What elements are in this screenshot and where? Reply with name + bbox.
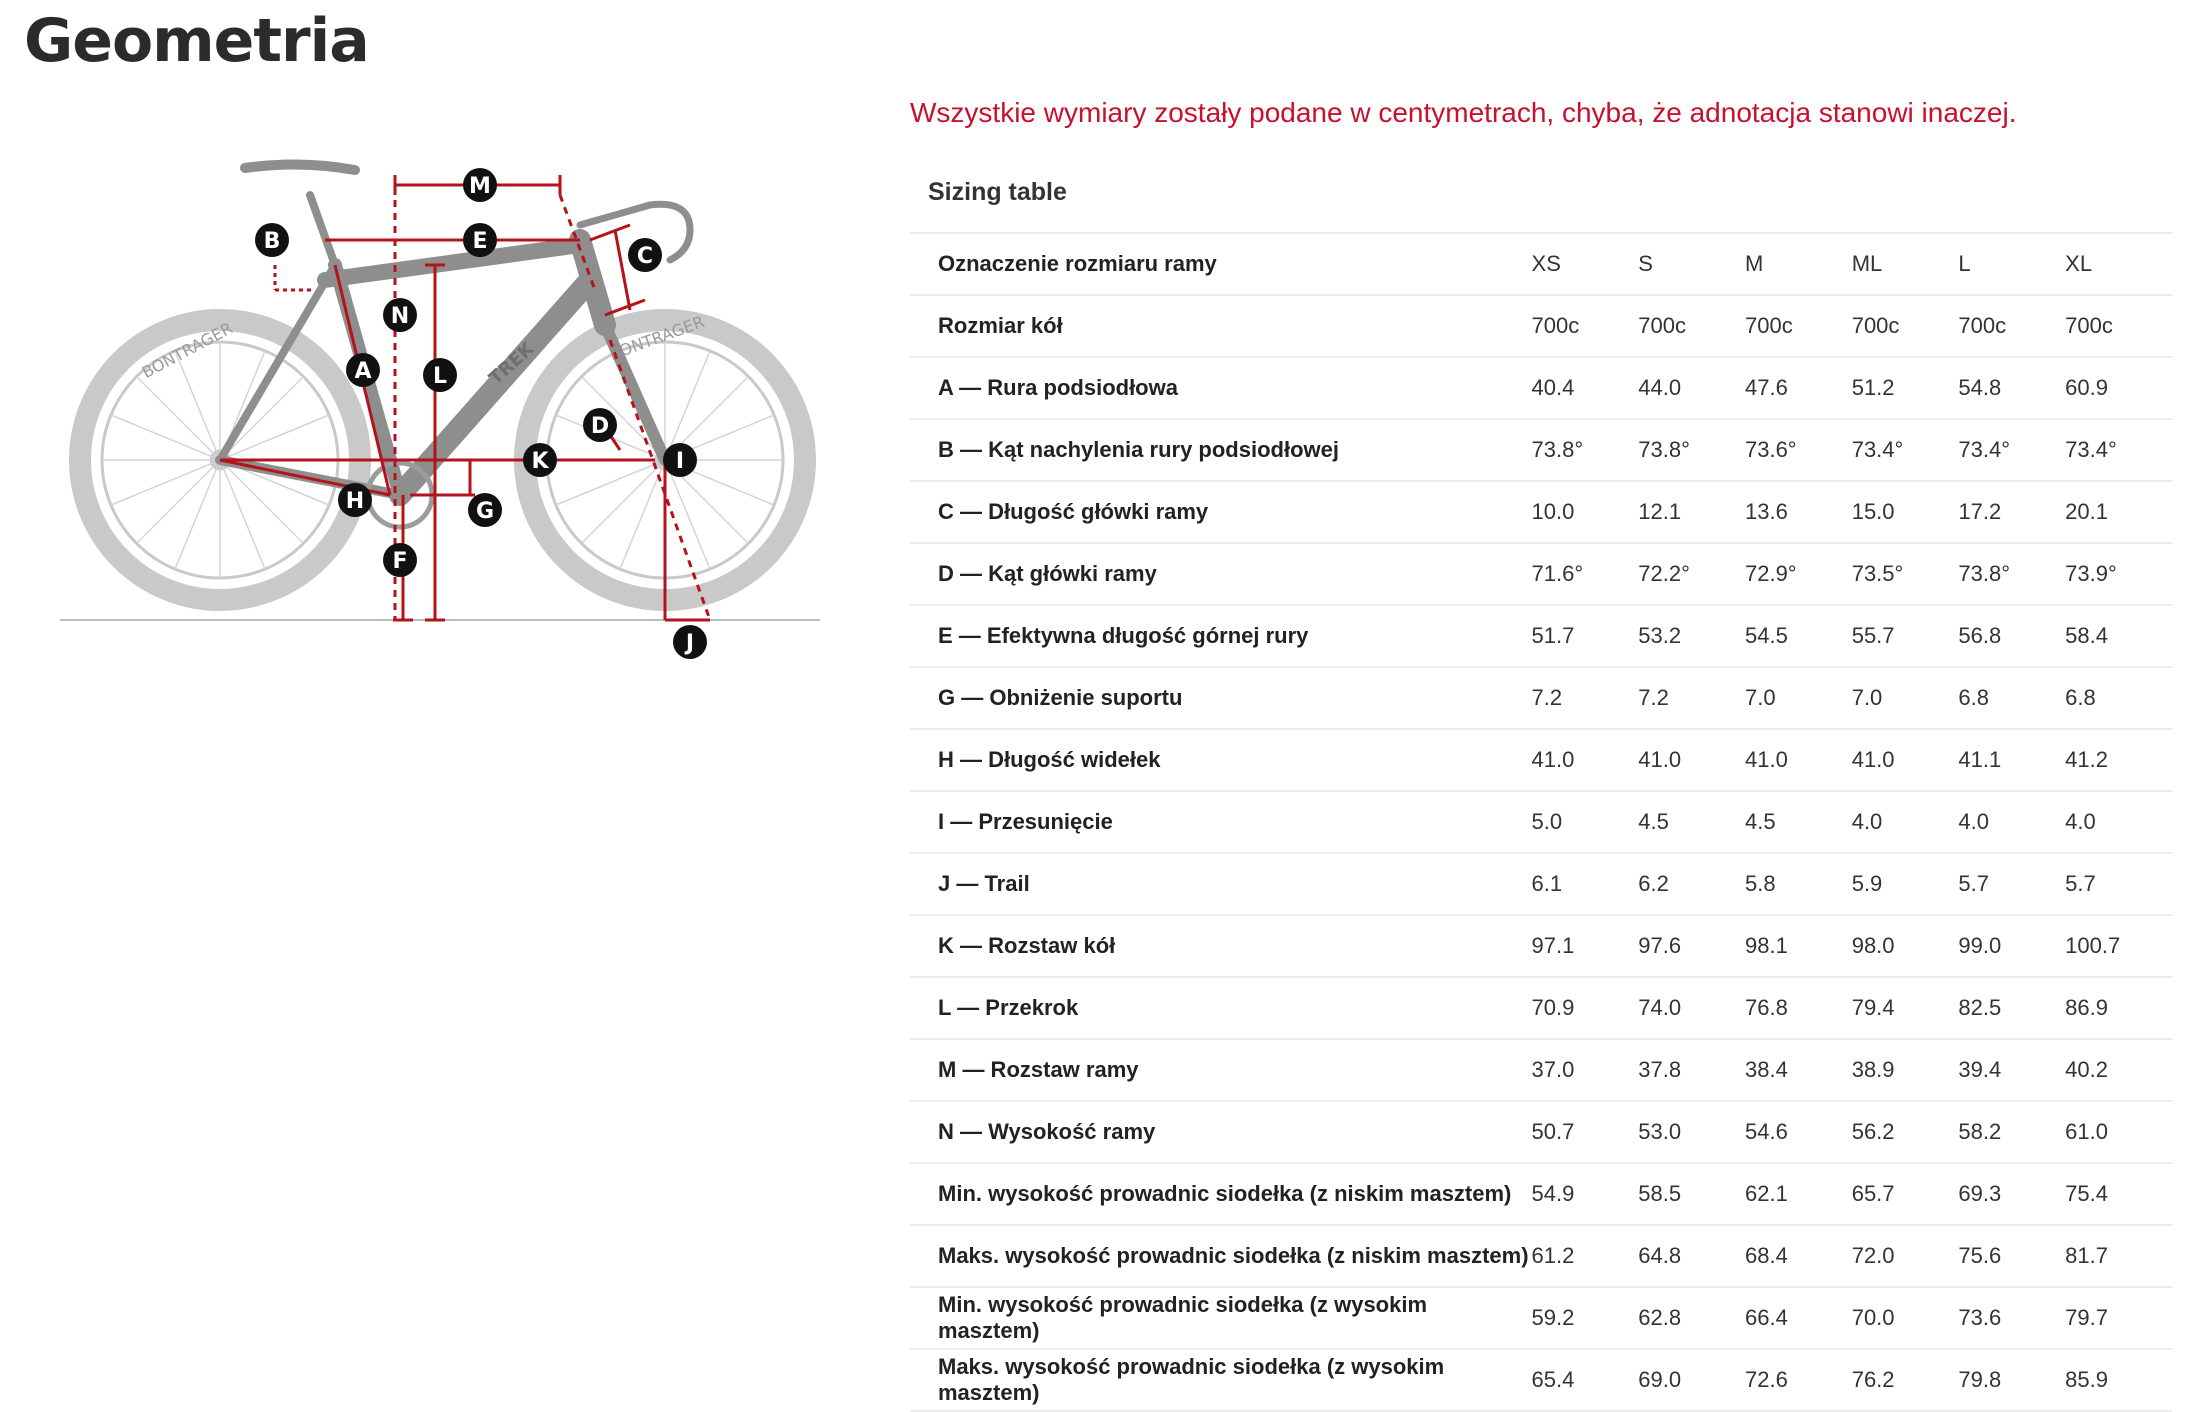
row-value: 73.9° (2065, 543, 2172, 605)
row-value: 79.7 (2065, 1287, 2172, 1349)
size-xs-header: XS (1532, 233, 1639, 295)
svg-text:N: N (390, 304, 410, 329)
row-value: 76.2 (1852, 1349, 1959, 1411)
row-value: 4.0 (1958, 791, 2065, 853)
row-value: 55.7 (1852, 605, 1959, 667)
row-value: 70.9 (1532, 977, 1639, 1039)
row-value: 76.8 (1745, 977, 1852, 1039)
row-label: Min. wysokość prowadnic siodełka (z wysokim masztem) (910, 1287, 1532, 1349)
row-value: 6.2 (1638, 853, 1745, 915)
row-value: 73.8° (1958, 543, 2065, 605)
row-value: 51.2 (1852, 357, 1959, 419)
table-row (910, 605, 2172, 667)
row-value: 85.9 (2065, 1349, 2172, 1411)
label-c (628, 238, 662, 272)
row-value: 41.1 (1958, 729, 2065, 791)
row-value: 4.5 (1638, 791, 1745, 853)
label-m (463, 168, 497, 202)
row-value: 74.0 (1638, 977, 1745, 1039)
row-value: 61.0 (2065, 1101, 2172, 1163)
size-ml-header: ML (1852, 233, 1959, 295)
row-value: 54.8 (1958, 357, 2065, 419)
label-l (423, 358, 457, 392)
row-label: K — Rozstaw kół (910, 915, 1532, 977)
svg-text:F: F (392, 549, 408, 574)
row-value: 5.0 (1532, 791, 1639, 853)
row-value: 12.1 (1638, 481, 1745, 543)
row-value: 37.0 (1532, 1039, 1639, 1101)
label-i (663, 443, 697, 477)
label-e (463, 223, 497, 257)
label-f (383, 543, 417, 577)
row-value: 17.2 (1958, 481, 2065, 543)
row-label: N — Wysokość ramy (910, 1101, 1532, 1163)
row-value: 81.7 (2065, 1225, 2172, 1287)
row-value: 72.0 (1852, 1225, 1959, 1287)
row-value: 54.5 (1745, 605, 1852, 667)
row-value: 56.8 (1958, 605, 2065, 667)
row-value: 98.0 (1852, 915, 1959, 977)
table-row (910, 1225, 2172, 1287)
row-value: 41.0 (1532, 729, 1639, 791)
row-value: 71.6° (1532, 543, 1639, 605)
table-row (910, 1349, 2172, 1411)
label-a (346, 353, 380, 387)
row-value: 39.4 (1958, 1039, 2065, 1101)
row-value: 7.0 (1745, 667, 1852, 729)
row-value: 73.5° (1852, 543, 1959, 605)
table-row (910, 977, 2172, 1039)
row-value: 75.4 (2065, 1163, 2172, 1225)
table-row (910, 853, 2172, 915)
row-value: 4.5 (1745, 791, 1852, 853)
row-value: 4.0 (1852, 791, 1959, 853)
label-d (583, 408, 617, 442)
row-value: 86.9 (2065, 977, 2172, 1039)
row-value: 41.0 (1852, 729, 1959, 791)
row-value: 62.8 (1638, 1287, 1745, 1349)
row-value: 37.8 (1638, 1039, 1745, 1101)
row-label: H — Długość widełek (910, 729, 1532, 791)
row-value: 65.7 (1852, 1163, 1959, 1225)
units-notice: Wszystkie wymiary zostały podane w centymetrach, chyba, że adnotacja stanowi inaczej. (910, 97, 2017, 128)
table-row (910, 1287, 2172, 1349)
row-value: 64.8 (1638, 1225, 1745, 1287)
row-value: 73.4° (2065, 419, 2172, 481)
row-value: 38.4 (1745, 1039, 1852, 1101)
row-value: 69.0 (1638, 1349, 1745, 1411)
row-value: 60.9 (2065, 357, 2172, 419)
page-title: Geometria (24, 6, 369, 76)
svg-text:D: D (590, 414, 610, 439)
svg-text:K: K (531, 449, 549, 474)
svg-text:G: G (475, 499, 495, 524)
table-header-row (910, 233, 2172, 295)
row-label: Min. wysokość prowadnic siodełka (z niskim masztem) (910, 1163, 1532, 1225)
table-row (910, 729, 2172, 791)
row-value: 20.1 (2065, 481, 2172, 543)
svg-text:C: C (636, 244, 654, 269)
row-value: 100.7 (2065, 915, 2172, 977)
row-value: 7.2 (1532, 667, 1639, 729)
row-value: 54.6 (1745, 1101, 1852, 1163)
row-value: 69.3 (1958, 1163, 2065, 1225)
row-value: 5.7 (1958, 853, 2065, 915)
row-value: 10.0 (1532, 481, 1639, 543)
table-row (910, 1101, 2172, 1163)
size-l-header: L (1958, 233, 2065, 295)
bike-geometry-diagram (50, 150, 830, 670)
row-value: 15.0 (1852, 481, 1959, 543)
row-value: 7.0 (1852, 667, 1959, 729)
row-label: Maks. wysokość prowadnic siodełka (z wysokim masztem) (910, 1349, 1532, 1411)
svg-text:B: B (263, 229, 281, 254)
row-label: Rozmiar kół (910, 295, 1532, 357)
row-value: 72.2° (1638, 543, 1745, 605)
row-value: 7.2 (1638, 667, 1745, 729)
sizing-table (910, 232, 2172, 1412)
size-xl-header: XL (2065, 233, 2172, 295)
row-value: 700c (1958, 295, 2065, 357)
row-label: M — Rozstaw ramy (910, 1039, 1532, 1101)
row-value: 41.2 (2065, 729, 2172, 791)
table-row (910, 1039, 2172, 1101)
row-label: I — Przesunięcie (910, 791, 1532, 853)
label-j (673, 625, 707, 659)
row-label: E — Efektywna długość górnej rury (910, 605, 1532, 667)
row-value: 47.6 (1745, 357, 1852, 419)
table-row (910, 419, 2172, 481)
row-value: 53.0 (1638, 1101, 1745, 1163)
row-value: 65.4 (1532, 1349, 1639, 1411)
row-value: 73.4° (1852, 419, 1959, 481)
row-value: 56.2 (1852, 1101, 1959, 1163)
row-value: 73.8° (1532, 419, 1639, 481)
row-value: 13.6 (1745, 481, 1852, 543)
row-value: 59.2 (1532, 1287, 1639, 1349)
row-value: 51.7 (1532, 605, 1639, 667)
row-value: 58.2 (1958, 1101, 2065, 1163)
table-row (910, 791, 2172, 853)
row-value: 41.0 (1745, 729, 1852, 791)
row-value: 6.1 (1532, 853, 1639, 915)
row-value: 5.8 (1745, 853, 1852, 915)
svg-text:A: A (354, 359, 372, 384)
row-label: Maks. wysokość prowadnic siodełka (z niskim masztem) (910, 1225, 1532, 1287)
row-value: 97.6 (1638, 915, 1745, 977)
row-value: 5.7 (2065, 853, 2172, 915)
row-value: 72.9° (1745, 543, 1852, 605)
row-value: 38.9 (1852, 1039, 1959, 1101)
front-tire-brand: BONTRAGER (606, 312, 707, 365)
row-label: L — Przekrok (910, 977, 1532, 1039)
row-value: 70.0 (1852, 1287, 1959, 1349)
row-value: 66.4 (1745, 1287, 1852, 1349)
header-label: Oznaczenie rozmiaru ramy (910, 233, 1532, 295)
row-value: 6.8 (1958, 667, 2065, 729)
row-value: 700c (1852, 295, 1959, 357)
row-value: 62.1 (1745, 1163, 1852, 1225)
row-value: 58.5 (1638, 1163, 1745, 1225)
row-value: 73.6 (1958, 1287, 2065, 1349)
table-row (910, 915, 2172, 977)
row-value: 40.2 (2065, 1039, 2172, 1101)
row-value: 98.1 (1745, 915, 1852, 977)
size-s-header: S (1638, 233, 1745, 295)
row-value: 5.9 (1852, 853, 1959, 915)
row-label: B — Kąt nachylenia rury podsiodłowej (910, 419, 1532, 481)
svg-text:L: L (432, 364, 448, 389)
row-value: 99.0 (1958, 915, 2065, 977)
row-value: 79.4 (1852, 977, 1959, 1039)
row-label: D — Kąt główki ramy (910, 543, 1532, 605)
size-m-header: M (1745, 233, 1852, 295)
row-value: 700c (1532, 295, 1639, 357)
row-value: 97.1 (1532, 915, 1639, 977)
row-value: 54.9 (1532, 1163, 1639, 1225)
row-value: 73.6° (1745, 419, 1852, 481)
svg-text:J: J (685, 631, 695, 656)
row-label: G — Obniżenie suportu (910, 667, 1532, 729)
row-value: 72.6 (1745, 1349, 1852, 1411)
row-value: 44.0 (1638, 357, 1745, 419)
label-b (255, 223, 289, 257)
row-label: C — Długość główki ramy (910, 481, 1532, 543)
label-k (523, 443, 557, 477)
row-value: 73.8° (1638, 419, 1745, 481)
table-caption: Sizing table (928, 178, 1067, 206)
frame-brand: TREK (485, 338, 539, 390)
row-value: 79.8 (1958, 1349, 2065, 1411)
row-value: 41.0 (1638, 729, 1745, 791)
rear-tire-brand: BONTRAGER (138, 318, 236, 383)
row-value: 50.7 (1532, 1101, 1639, 1163)
label-h (338, 483, 372, 517)
label-n (383, 298, 417, 332)
svg-text:M: M (469, 174, 491, 199)
row-label: J — Trail (910, 853, 1532, 915)
row-value: 700c (1638, 295, 1745, 357)
label-g (468, 493, 502, 527)
row-value: 73.4° (1958, 419, 2065, 481)
row-value: 75.6 (1958, 1225, 2065, 1287)
svg-text:I: I (675, 449, 685, 474)
svg-text:E: E (472, 229, 488, 254)
table-row (910, 543, 2172, 605)
table-row (910, 1163, 2172, 1225)
row-value: 53.2 (1638, 605, 1745, 667)
row-value: 6.8 (2065, 667, 2172, 729)
table-row (910, 667, 2172, 729)
row-value: 58.4 (2065, 605, 2172, 667)
row-label: A — Rura podsiodłowa (910, 357, 1532, 419)
row-value: 61.2 (1532, 1225, 1639, 1287)
row-value: 68.4 (1745, 1225, 1852, 1287)
row-value: 4.0 (2065, 791, 2172, 853)
row-value: 700c (1745, 295, 1852, 357)
svg-text:H: H (345, 489, 365, 514)
row-value: 82.5 (1958, 977, 2065, 1039)
table-row (910, 357, 2172, 419)
row-value: 40.4 (1532, 357, 1639, 419)
table-row (910, 481, 2172, 543)
row-value: 700c (2065, 295, 2172, 357)
table-row (910, 295, 2172, 357)
